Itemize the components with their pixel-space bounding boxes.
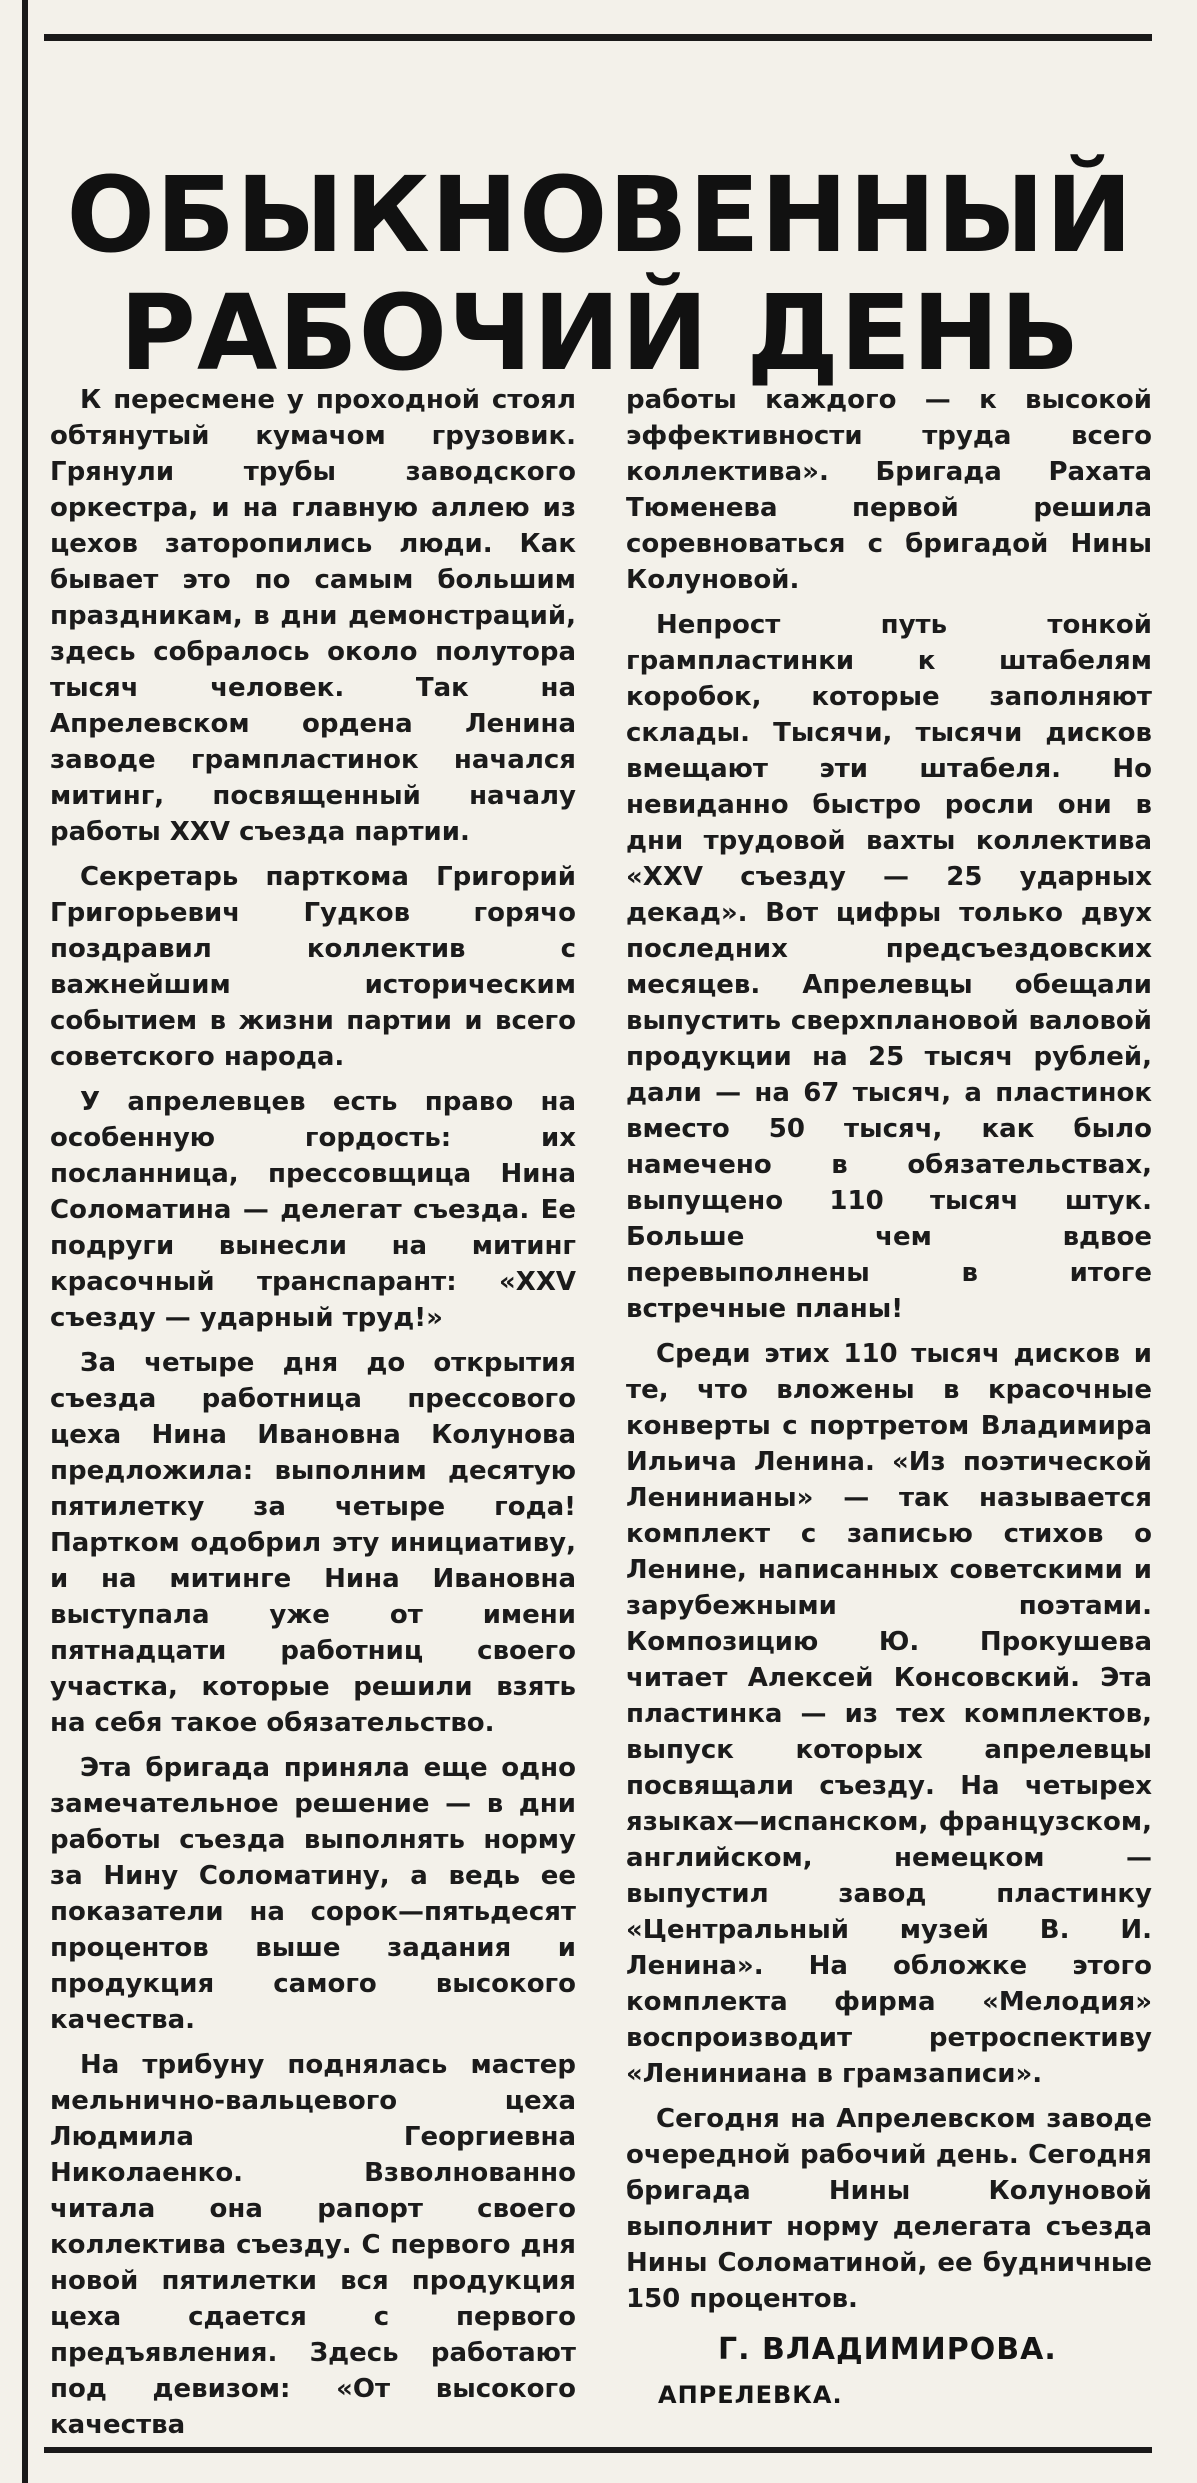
top-border-rule <box>44 34 1152 41</box>
bottom-border-rule <box>44 2447 1152 2453</box>
paragraph: Сегодня на Апрелевском заводе очередной рабочий день. Сегодня бригада Нины Колуновой выполнит норму делегата съезда Нины Соломатиной, ее будничные 150 процентов. <box>626 2104 1152 2314</box>
article-column-left <box>50 382 576 2452</box>
headline-line-2: РАБОЧИЙ ДЕНЬ <box>119 271 1081 394</box>
author-signature: Г. ВЛАДИМИРОВА. <box>718 2332 1057 2367</box>
article-column-right <box>626 382 1152 2326</box>
paragraph: За четыре дня до открытия съезда работница прессового цеха Нина Ивановна Колунова предложила: выполним десятую пятилетку за четыре года! Партком одобрил эту инициативу, и на митинге Нина Ивановна выступала уже от имени пятнадцати работниц своего участка, которые решили взять на себя такое обязательство. <box>50 1348 576 1738</box>
paragraph: Секретарь парткома Григорий Григорьевич Гудков горячо поздравил коллектив с важнейшим историческим событием в жизни партии и всего советского народа. <box>50 862 576 1072</box>
paragraph: К пересмене у проходной стоял обтянутый кумачом грузовик. Грянули трубы заводского оркестра, и на главную аллею из цехов заторопились люди. Как бывает это по самым большим праздникам, в дни демонстраций, здесь собралось около полутора тысяч человек. Так на Апрелевском ордена Ленина заводе грампластинок начался митинг, посвященный началу работы XXV съезда партии. <box>50 385 576 847</box>
headline-line-1: ОБЫКНОВЕННЫЙ <box>66 153 1134 276</box>
dateline-place: АПРЕЛЕВКА. <box>658 2381 843 2409</box>
paragraph: На трибуну поднялась мастер мельнично-вальцевого цеха Людмила Георгиевна Николаенко. Взволнованно читала она рапорт своего коллектива съезду. С первого дня новой пятилетки вся продукция цеха сдается с первого предъявления. Здесь работают под девизом: «От высокого качества <box>50 2050 576 2440</box>
headline <box>60 153 1140 394</box>
paragraph-continued: работы каждого — к высокой эффективности труда всего коллектива». Бригада Рахата Тюменева первой решила соревноваться с бригадой Нины Колуновой. <box>626 385 1152 595</box>
paragraph: Непрост путь тонкой грампластинки к штабелям коробок, которые заполняют склады. Тысячи, тысячи дисков вмещают эти штабеля. Но невиданно быстро росли они в дни трудовой вахты коллектива «XXV съезду — 25 ударных декад». Вот цифры только двух последних предсъездовских месяцев. Апрелевцы обещали выпустить сверхплановой валовой продукции на 25 тысяч рублей, дали — на 67 тысяч, а пластинок вместо 50 тысяч, как было намечено в обязательствах, выпущено 110 тысяч штук. Больше чем вдвое перевыполнены в итоге встречные планы! <box>626 610 1152 1324</box>
paragraph: Эта бригада приняла еще одно замечательное решение — в дни работы съезда выполнять норму за Нину Соломатину, а ведь ее показатели на сорок—пятьдесят процентов выше задания и продукция самого высокого качества. <box>50 1753 576 2035</box>
paragraph: Среди этих 110 тысяч дисков и те, что вложены в красочные конверты с портретом Владимира Ильича Ленина. «Из поэтической Ленинианы» — так называется комплект с записью стихов о Ленине, написанных советскими и зарубежными поэтами. Композицию Ю. Прокушева читает Алексей Консовский. Эта пластинка — из тех комплектов, выпуск которых апрелевцы посвящали съезду. На четырех языках—испанском, французском, английском, немецком — выпустил завод пластинку «Центральный музей В. И. Ленина». На обложке этого комплекта фирма «Мелодия» воспроизводит ретроспективу «Лениниана в грамзаписи». <box>626 1339 1152 2089</box>
paragraph: У апрелевцев есть право на особенную гордость: их посланница, прессовщица Нина Соломатина — делегат съезда. Ее подруги вынесли на митинг красочный транспарант: «XXV съезду — ударный труд!» <box>50 1087 576 1333</box>
left-border-rule <box>22 0 28 2483</box>
